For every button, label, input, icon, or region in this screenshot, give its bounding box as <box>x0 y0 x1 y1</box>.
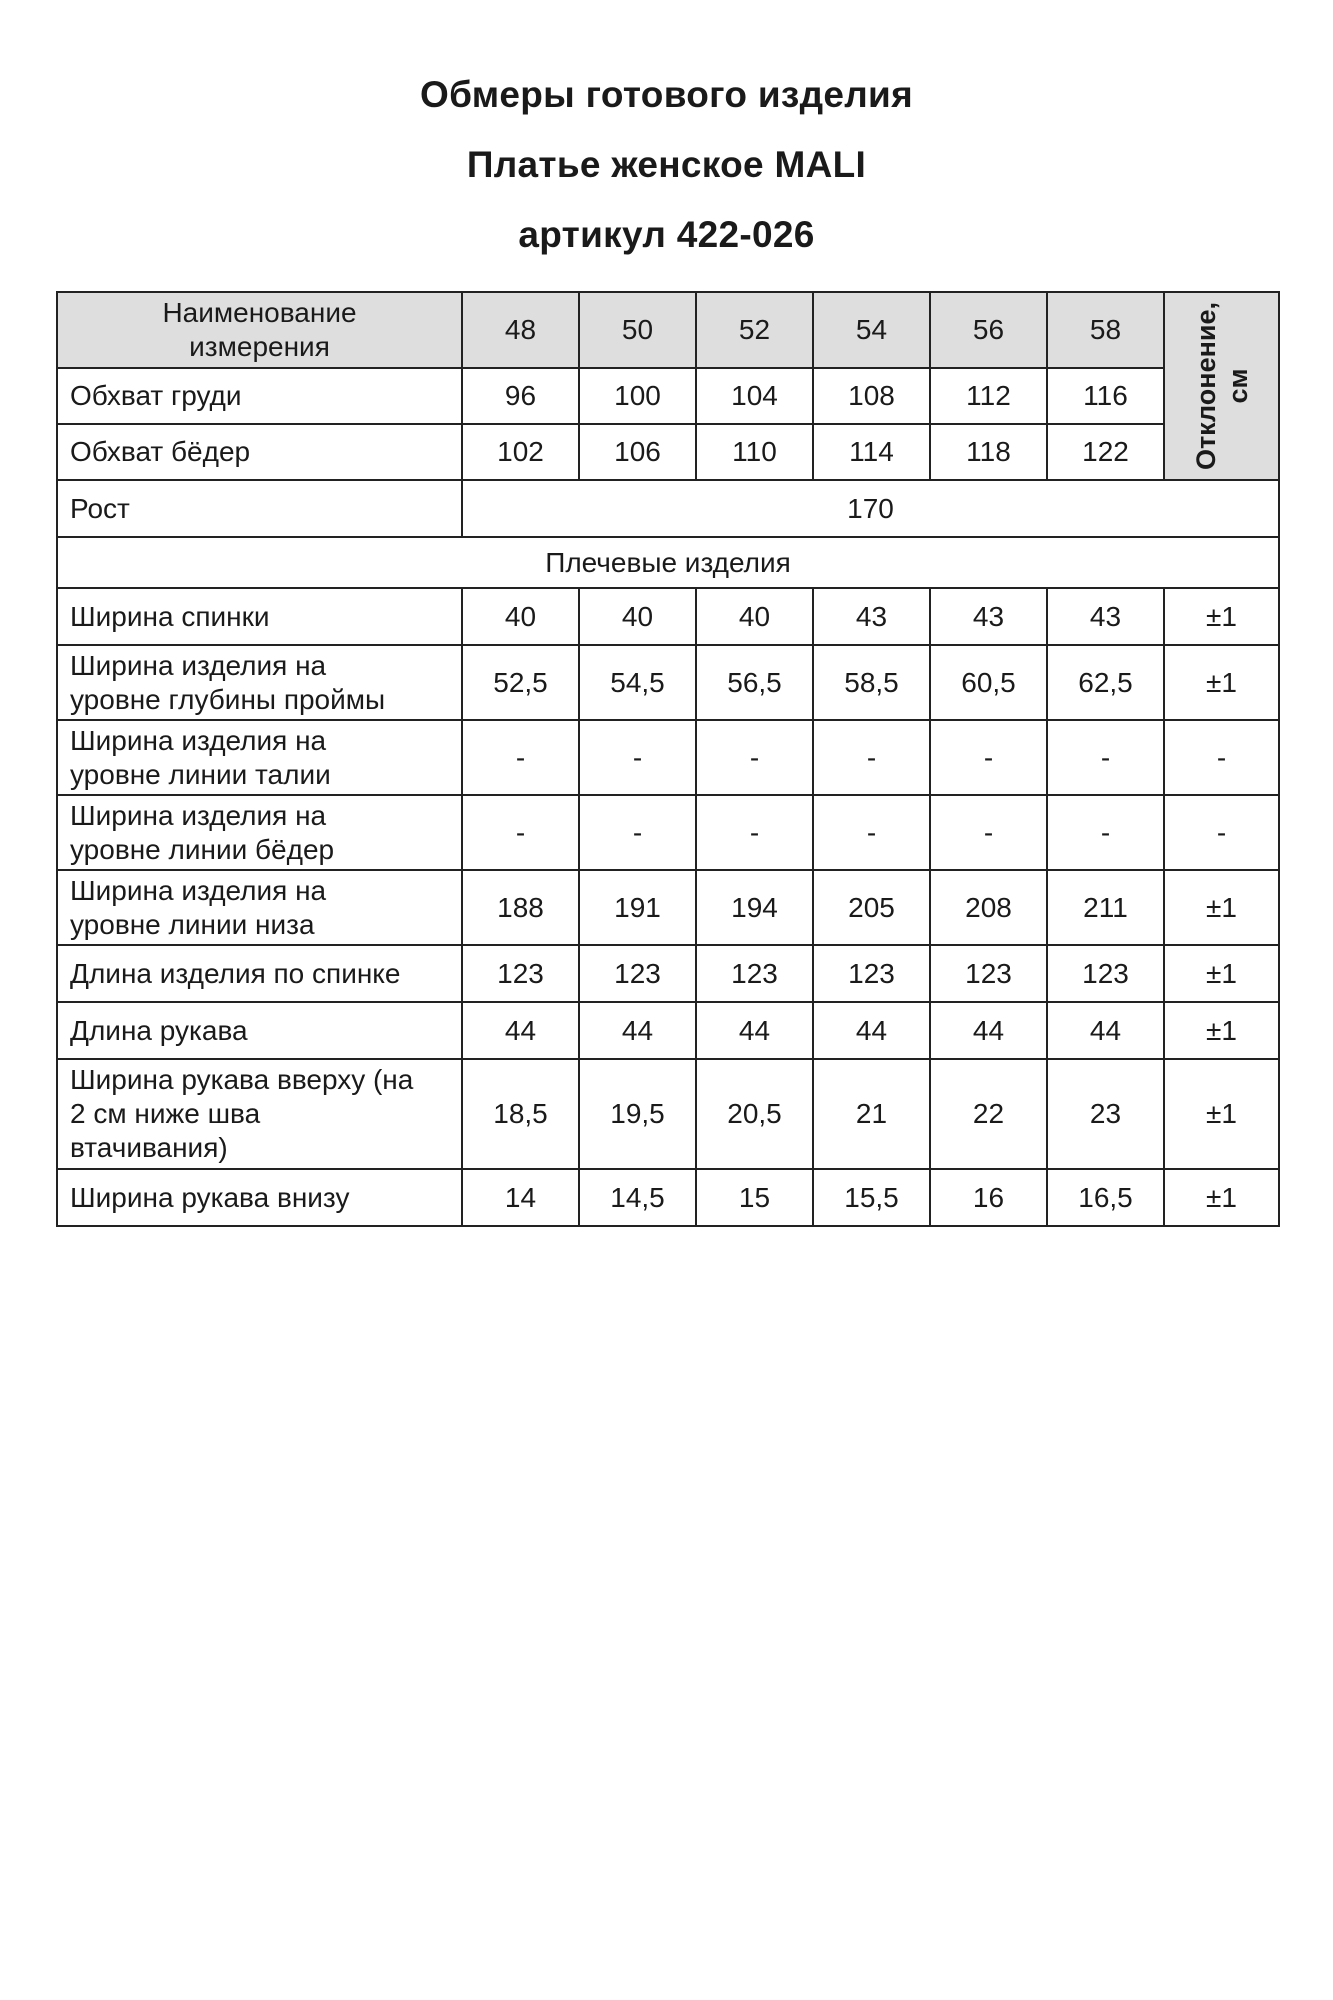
row-name: Ширина изделия на уровне глубины проймы <box>57 645 462 720</box>
cell-value: 110 <box>696 424 813 480</box>
cell-value: 52,5 <box>462 645 579 720</box>
cell-value: 188 <box>462 870 579 945</box>
row-name: Длина рукава <box>57 1002 462 1059</box>
cell-value: 56,5 <box>696 645 813 720</box>
section-row <box>57 537 1279 588</box>
cell-value: 123 <box>462 945 579 1002</box>
cell-value: 44 <box>930 1002 1047 1059</box>
cell-value: - <box>813 795 930 870</box>
cell-value: 43 <box>1047 588 1164 645</box>
row-name: Обхват бёдер <box>57 424 462 480</box>
cell-value: 22 <box>930 1059 1047 1169</box>
cell-deviation: - <box>1164 720 1279 795</box>
row-name: Ширина изделия на уровне линии низа <box>57 870 462 945</box>
cell-value: 122 <box>1047 424 1164 480</box>
cell-value: 100 <box>579 368 696 424</box>
cell-value: - <box>579 795 696 870</box>
cell-value: 116 <box>1047 368 1164 424</box>
table-row <box>57 424 1279 480</box>
row-name: Ширина рукава внизу <box>57 1169 462 1226</box>
cell-value: 43 <box>813 588 930 645</box>
cell-value: - <box>1047 795 1164 870</box>
header-size-48: 48 <box>462 292 579 368</box>
cell-value: 14 <box>462 1169 579 1226</box>
cell-value: 96 <box>462 368 579 424</box>
cell-value: 16,5 <box>1047 1169 1164 1226</box>
cell-value: 54,5 <box>579 645 696 720</box>
cell-value: 123 <box>1047 945 1164 1002</box>
table-row <box>57 1169 1279 1226</box>
row-name: Ширина спинки <box>57 588 462 645</box>
cell-value: 62,5 <box>1047 645 1164 720</box>
cell-value: 43 <box>930 588 1047 645</box>
cell-value: 208 <box>930 870 1047 945</box>
table-row <box>57 1002 1279 1059</box>
cell-value: 58,5 <box>813 645 930 720</box>
cell-value: - <box>462 720 579 795</box>
header-name-cell: Наименование измерения <box>57 292 462 368</box>
cell-value: - <box>579 720 696 795</box>
height-row <box>57 480 1279 537</box>
table-row <box>57 945 1279 1002</box>
document-titles <box>0 60 1333 270</box>
cell-deviation: ±1 <box>1164 870 1279 945</box>
cell-value: 44 <box>696 1002 813 1059</box>
cell-value: 123 <box>579 945 696 1002</box>
cell-value: 191 <box>579 870 696 945</box>
cell-value: 44 <box>462 1002 579 1059</box>
cell-value: - <box>930 795 1047 870</box>
cell-deviation: ±1 <box>1164 1169 1279 1226</box>
header-row <box>57 292 1279 368</box>
row-name: Ширина рукава вверху (на 2 см ниже шва втачивания) <box>57 1059 462 1169</box>
cell-value: 16 <box>930 1169 1047 1226</box>
header-size-50: 50 <box>579 292 696 368</box>
table-row <box>57 720 1279 795</box>
cell-value: 123 <box>696 945 813 1002</box>
title-line-1: Обмеры готового изделия <box>419 74 913 115</box>
row-name: Ширина изделия на уровне линии талии <box>57 720 462 795</box>
cell-value: - <box>696 720 813 795</box>
cell-value: 15,5 <box>813 1169 930 1226</box>
cell-value: 20,5 <box>696 1059 813 1169</box>
cell-value: 102 <box>462 424 579 480</box>
deviation-label-line-1: Отклонение, <box>1190 301 1221 471</box>
row-name: Обхват груди <box>57 368 462 424</box>
cell-value: 44 <box>813 1002 930 1059</box>
cell-value: 60,5 <box>930 645 1047 720</box>
cell-value: 19,5 <box>579 1059 696 1169</box>
title-line-2: Платье женское MALI <box>466 144 867 185</box>
cell-deviation: ±1 <box>1164 1002 1279 1059</box>
cell-deviation: ±1 <box>1164 1059 1279 1169</box>
cell-value: 205 <box>813 870 930 945</box>
cell-value: 44 <box>579 1002 696 1059</box>
cell-deviation: ±1 <box>1164 588 1279 645</box>
table-row <box>57 588 1279 645</box>
cell-value: 114 <box>813 424 930 480</box>
table-row <box>57 368 1279 424</box>
cell-value: 211 <box>1047 870 1164 945</box>
cell-value: - <box>930 720 1047 795</box>
header-deviation-cell <box>1164 292 1279 480</box>
cell-value: 15 <box>696 1169 813 1226</box>
cell-value: 108 <box>813 368 930 424</box>
cell-value: 106 <box>579 424 696 480</box>
cell-value: - <box>813 720 930 795</box>
header-size-52: 52 <box>696 292 813 368</box>
row-name: Длина изделия по спинке <box>57 945 462 1002</box>
cell-value: 18,5 <box>462 1059 579 1169</box>
cell-value: 118 <box>930 424 1047 480</box>
section-title: Плечевые изделия <box>57 537 1279 588</box>
table-row <box>57 1059 1279 1169</box>
cell-value: 40 <box>579 588 696 645</box>
cell-deviation: ±1 <box>1164 945 1279 1002</box>
cell-value: - <box>1047 720 1164 795</box>
cell-value: 23 <box>1047 1059 1164 1169</box>
table-row <box>57 795 1279 870</box>
row-name: Ширина изделия на уровне линии бёдер <box>57 795 462 870</box>
cell-value: - <box>462 795 579 870</box>
measurements-table <box>56 291 1280 1227</box>
cell-value: 40 <box>462 588 579 645</box>
cell-value: 112 <box>930 368 1047 424</box>
header-size-56: 56 <box>930 292 1047 368</box>
cell-value: 14,5 <box>579 1169 696 1226</box>
cell-deviation: - <box>1164 795 1279 870</box>
cell-value: 104 <box>696 368 813 424</box>
deviation-label-line-2: см <box>1222 368 1253 404</box>
cell-deviation: ±1 <box>1164 645 1279 720</box>
header-size-54: 54 <box>813 292 930 368</box>
cell-value: 44 <box>1047 1002 1164 1059</box>
height-value: 170 <box>462 480 1279 537</box>
cell-value: 123 <box>813 945 930 1002</box>
cell-value: 123 <box>930 945 1047 1002</box>
cell-value: 21 <box>813 1059 930 1169</box>
table-row <box>57 645 1279 720</box>
header-size-58: 58 <box>1047 292 1164 368</box>
cell-value: 194 <box>696 870 813 945</box>
title-line-3: артикул 422-026 <box>518 214 815 255</box>
table-row <box>57 870 1279 945</box>
cell-value: - <box>696 795 813 870</box>
cell-value: 40 <box>696 588 813 645</box>
row-name: Рост <box>57 480 462 537</box>
